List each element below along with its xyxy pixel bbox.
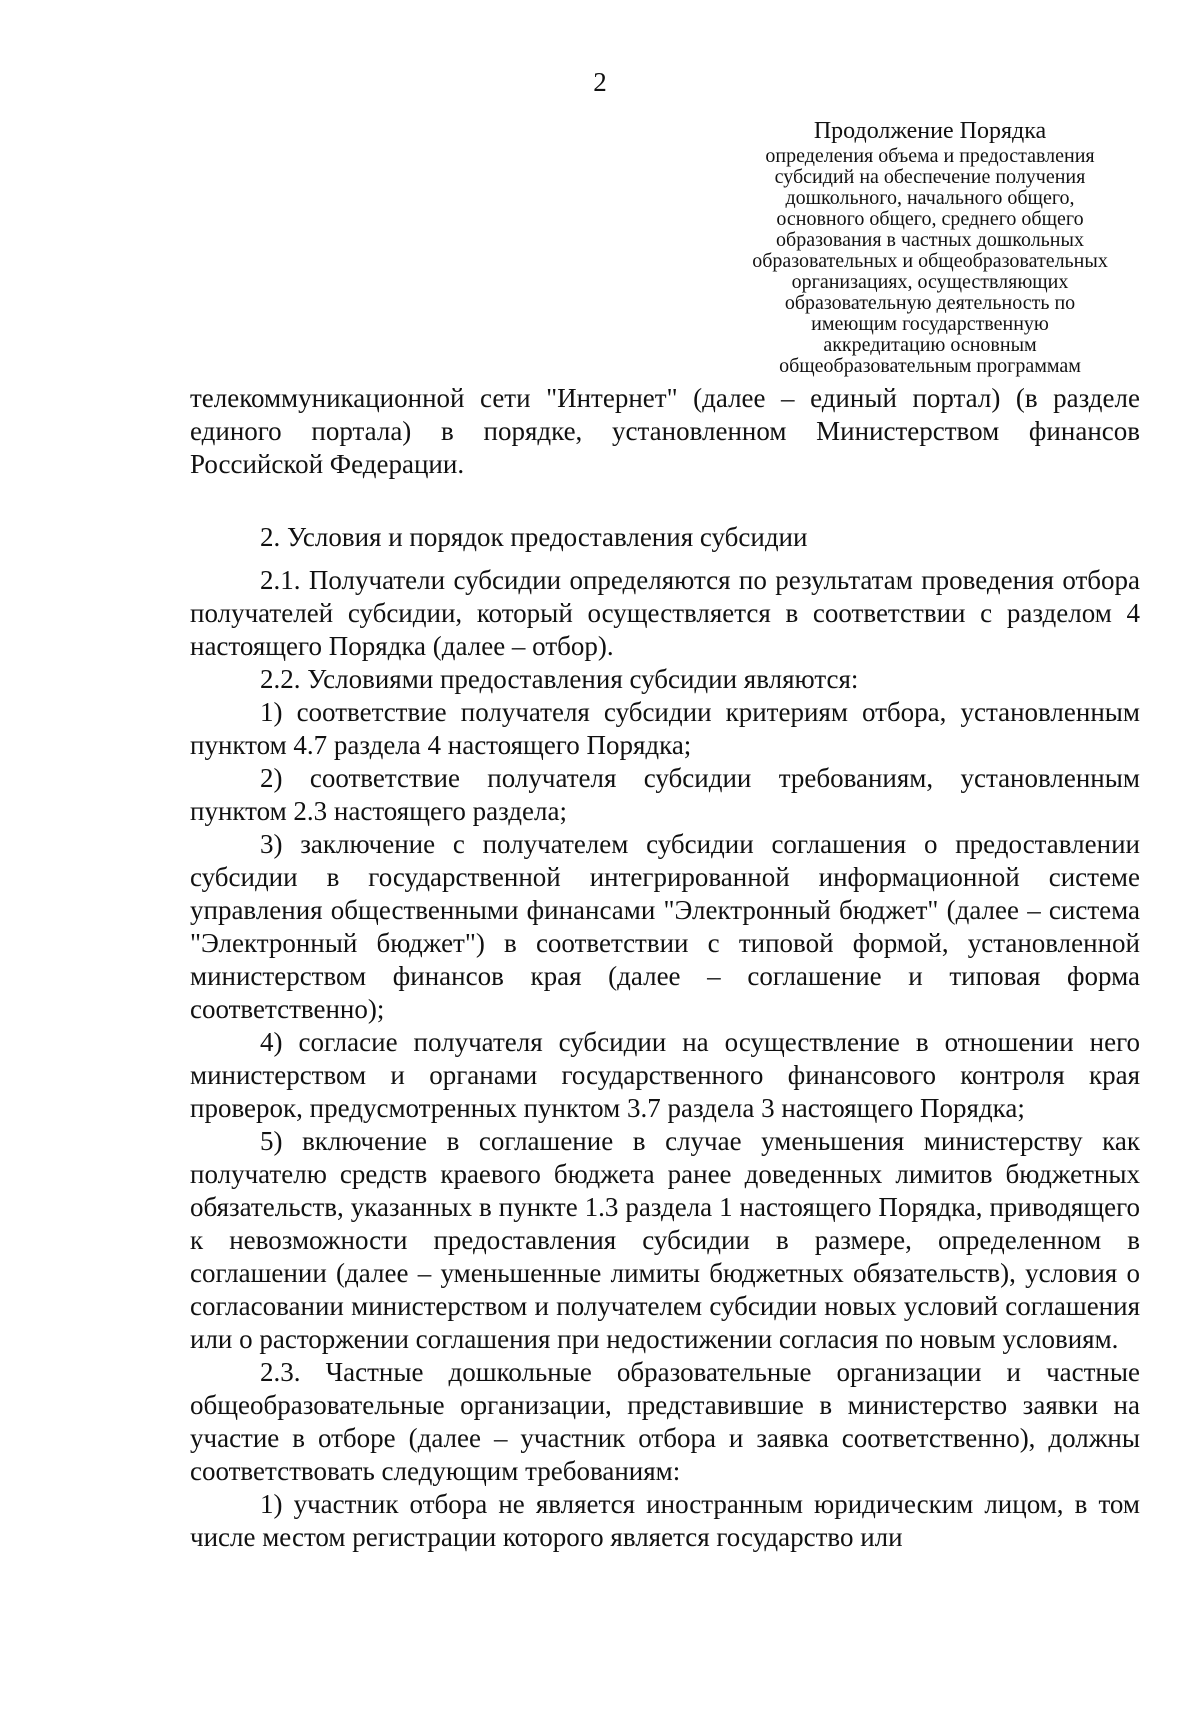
- header-line: имеющим государственную: [811, 313, 1049, 335]
- paragraph-2-2-item-3: 3) заключение с получателем субсидии соглашения о предоставлении субсидии в государственной интегрированной информационной системе управления общественными финансами "Электронный бюджет" (далее – система "Электронный бюджет") в соответствии с типовой формой, установленной министерством финансов края (далее – соглашение и типовая форма соответственно);: [190, 829, 1140, 1024]
- header-line: дошкольного, начального общего,: [785, 187, 1075, 209]
- header-title: Продолжение Порядка: [813, 118, 1047, 144]
- header-subtitle: [710, 146, 1150, 377]
- header-line: аккредитацию основным: [823, 334, 1037, 356]
- header-line: образовательную деятельность по: [784, 292, 1076, 314]
- page-number: 2: [593, 67, 607, 97]
- paragraph-2-2: 2.2. Условиями предоставления субсидии являются:: [260, 664, 859, 694]
- paragraph-2-2-item-5: 5) включение в соглашение в случае уменьшения министерству как получателю средств краевого бюджета ранее доведенных лимитов бюджетных обязательств, указанных в пункте 1.3 раздела 1 настоящего Порядка, приводящего к невозможности предоставления субсидии в размере, определенном в соглашении (далее – уменьшенные лимиты бюджетных обязательств), условия о согласовании министерством и получателем субсидии новых условий соглашения или о расторжении соглашения при недостижении согласия по новым условиям.: [190, 1126, 1140, 1354]
- section-heading: 2. Условия и порядок предоставления субсидии: [260, 522, 808, 552]
- header-line: определения объема и предоставления: [765, 145, 1095, 167]
- header-line: организациях, осуществляющих: [791, 271, 1069, 293]
- paragraph-2-1: 2.1. Получатели субсидии определяются по результатам проведения отбора получателей субсидии, который осуществляется в соответствии с разделом 4 настоящего Порядка (далее – отбор).: [190, 565, 1140, 661]
- header-line: образования в частных дошкольных: [776, 229, 1084, 251]
- paragraph-2-2-item-2: 2) соответствие получателя субсидии требованиям, установленным пунктом 2.3 настоящего раздела;: [190, 763, 1140, 826]
- paragraph-2-3: 2.3. Частные дошкольные образовательные организации и частные общеобразовательные организации, представившие в министерство заявки на участие в отборе (далее – участник отбора и заявка соответственно), должны соответствовать следующим требованиям:: [190, 1357, 1140, 1486]
- continuation-paragraph: телекоммуникационной сети "Интернет" (далее – единый портал) (в разделе единого портала) в порядке, установленном Министерством финансов Российской Федерации.: [190, 383, 1140, 479]
- document-body: [190, 382, 1140, 1554]
- header-line: основного общего, среднего общего: [776, 208, 1084, 230]
- header-line: образовательных и общеобразовательных: [752, 250, 1108, 272]
- paragraph-2-3-item-1: 1) участник отбора не является иностранным юридическим лицом, в том числе местом регистрации которого является государство или: [190, 1489, 1140, 1552]
- header-line: общеобразовательным программам: [779, 355, 1081, 377]
- paragraph-2-2-item-4: 4) согласие получателя субсидии на осуществление в отношении него министерством и органами государственного финансового контроля края проверок, предусмотренных пунктом 3.7 раздела 3 настоящего Порядка;: [190, 1027, 1140, 1123]
- paragraph-2-2-item-1: 1) соответствие получателя субсидии критериям отбора, установленным пунктом 4.7 раздела 4 настоящего Порядка;: [190, 697, 1140, 760]
- header-line: субсидий на обеспечение получения: [774, 166, 1086, 188]
